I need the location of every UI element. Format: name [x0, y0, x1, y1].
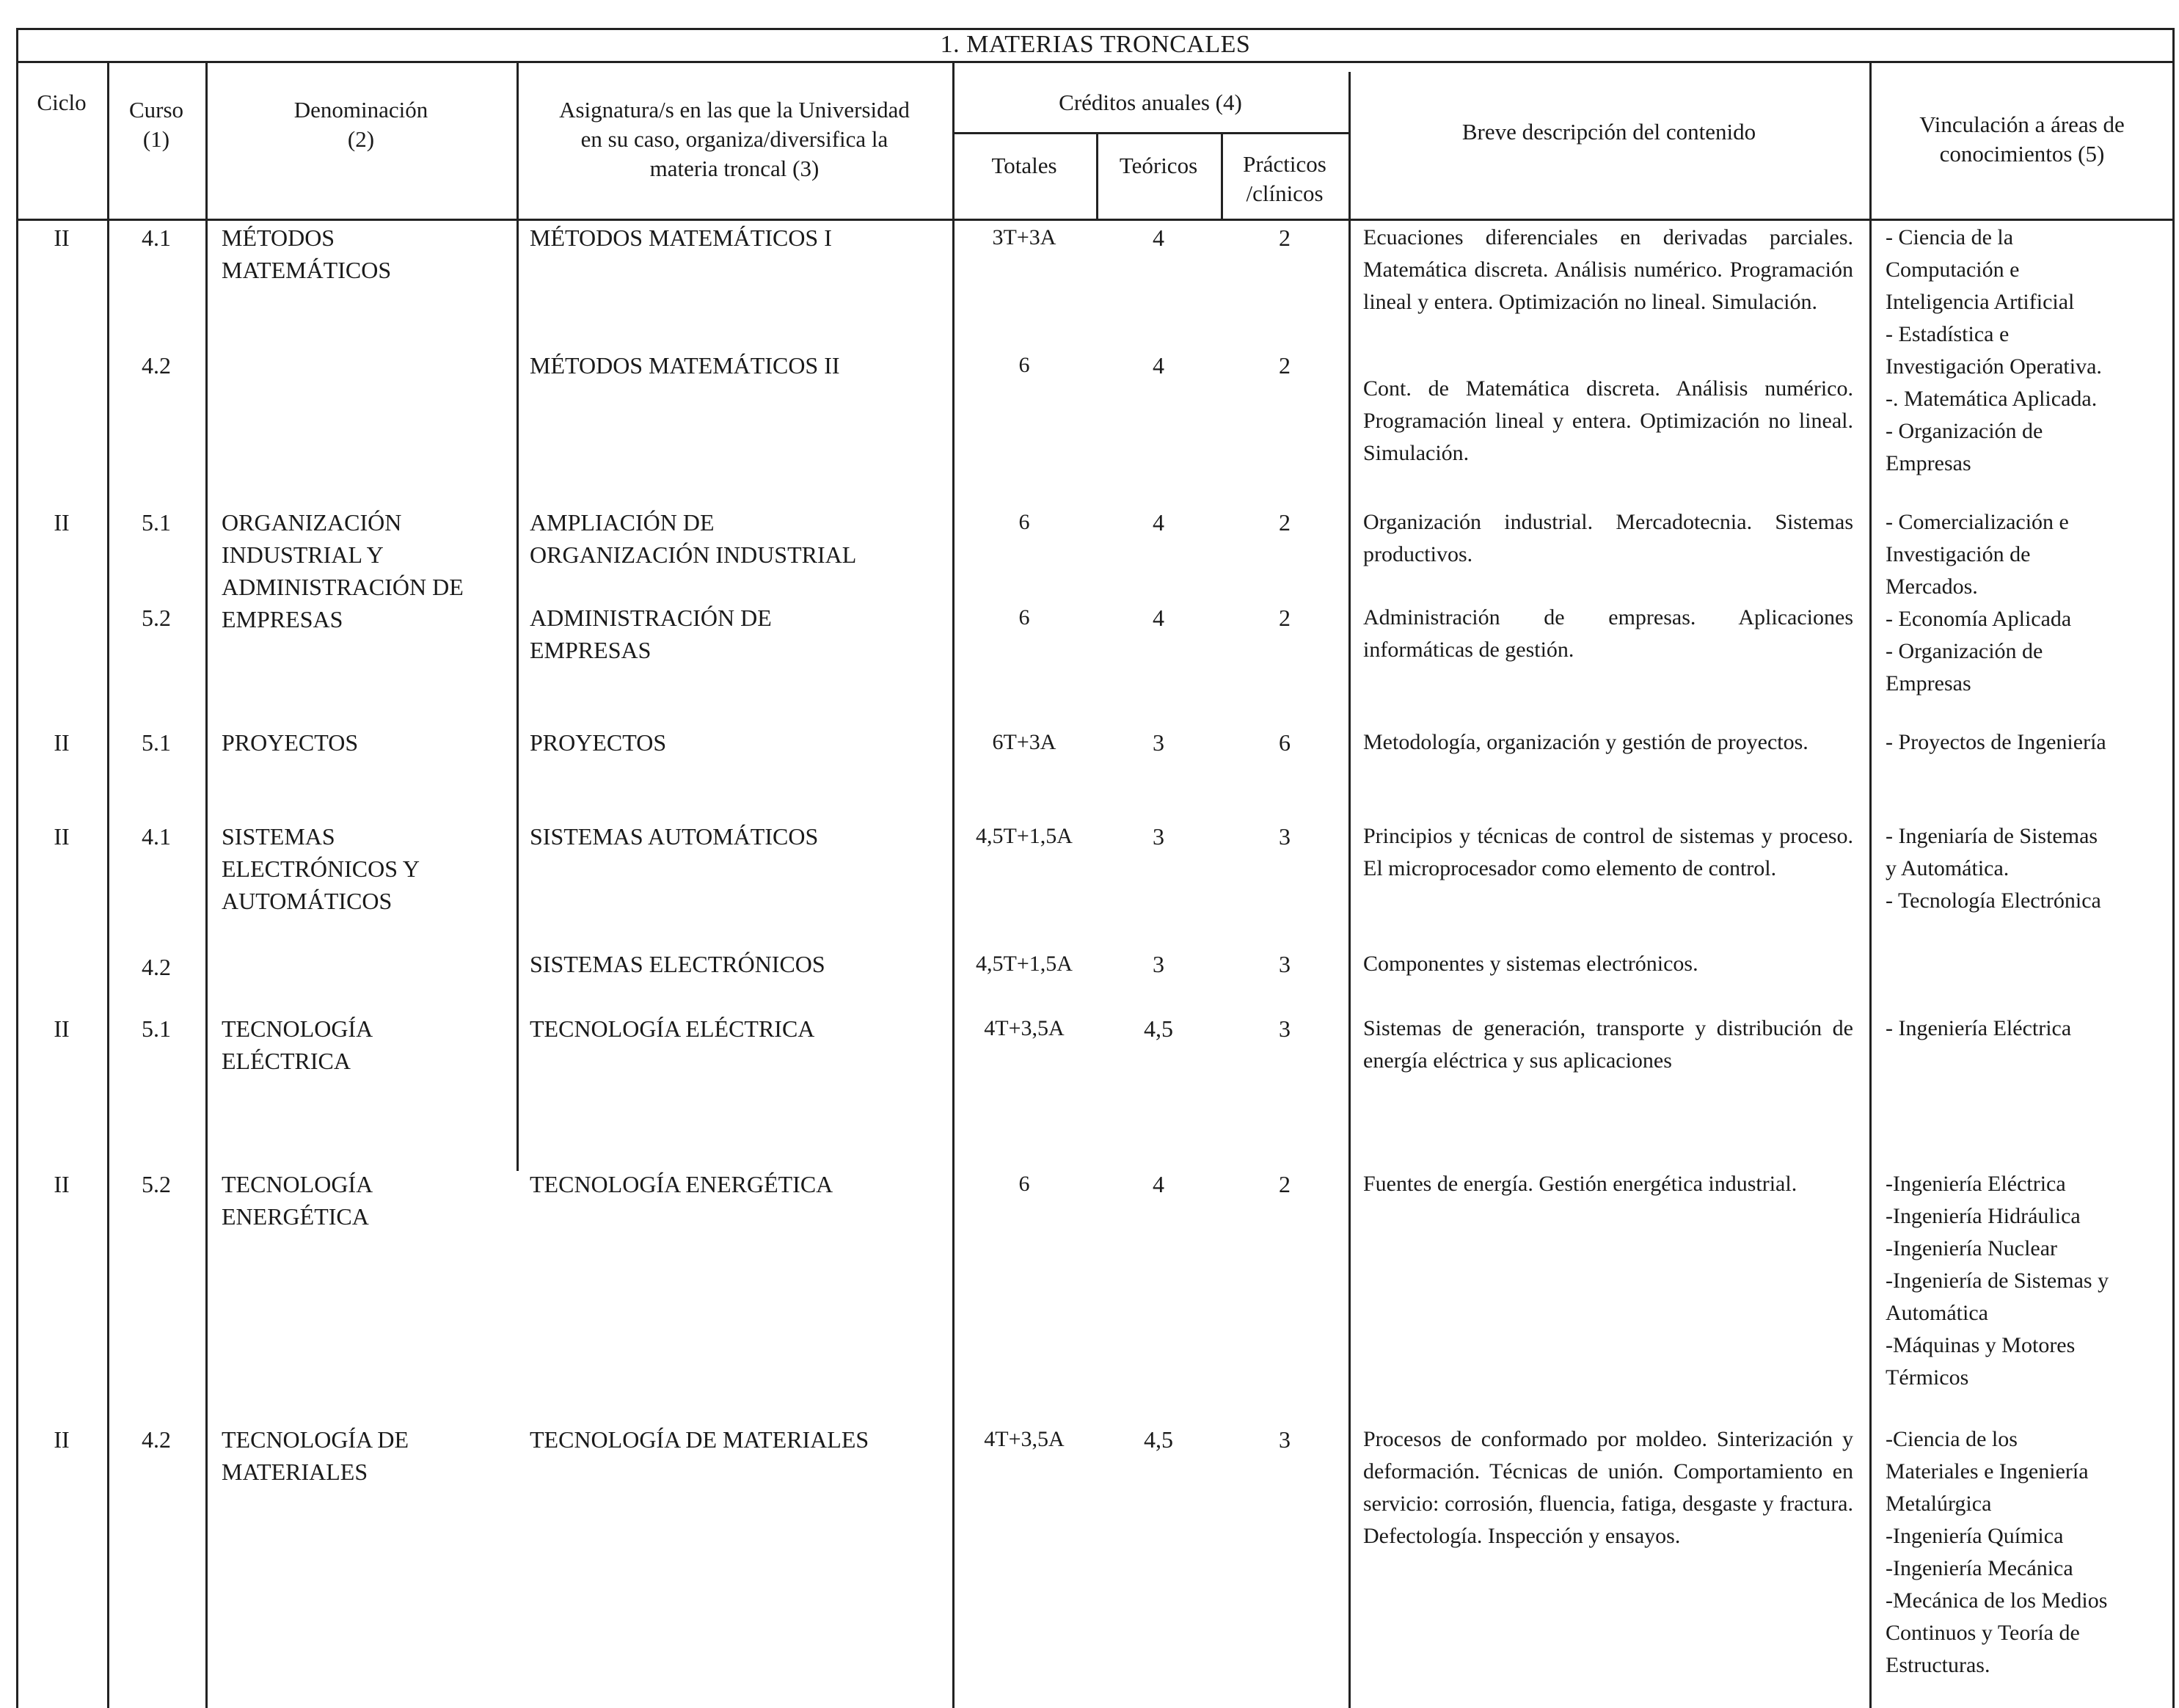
row-5-totales: 6T+3A [992, 730, 1056, 754]
row-3-asignatura: AMPLIACIÓN DE ORGANIZACIÓN INDUSTRIAL [530, 509, 857, 568]
row-6-curso: 4.1 [142, 823, 171, 850]
table-title: 1. MATERIAS TRONCALES [16, 28, 2175, 63]
row-9-ciclo: II [54, 1171, 70, 1197]
row-10-teoricos: 4,5 [1144, 1426, 1173, 1453]
row-1-denominacion: MÉTODOS MATEMÁTICOS [222, 225, 392, 283]
row-10-descripcion: Procesos de conformado por moldeo. Sinterización y deformación. Técnicas de unión. Comportamiento en servicio: corrosión, fluencia, fatiga, desgaste y fractura. Defectología. Inspección y ensayos. [1363, 1427, 1853, 1548]
row-4-totales: 6 [1018, 605, 1030, 629]
row-7-descripcion: Componentes y sistemas electrónicos. [1363, 952, 1698, 976]
row-5-curso: 5.1 [142, 729, 171, 756]
row-4-descripcion: Administración de empresas. Aplicaciones informáticas de gestión. [1363, 605, 1853, 662]
header-vinculacion: Vinculación a áreas de conocimientos (5) [1919, 112, 2125, 167]
row-1-practicos: 2 [1279, 225, 1291, 251]
row-9-denominacion: TECNOLOGÍA ENERGÉTICA [222, 1171, 373, 1230]
row-4-curso: 5.2 [142, 605, 171, 631]
row-3-descripcion: Organización industrial. Mercadotecnia. Sistemas productivos. [1363, 510, 1853, 566]
row-6-practicos: 3 [1279, 823, 1291, 850]
row-8-practicos: 3 [1279, 1015, 1291, 1042]
row-8-denominacion: TECNOLOGÍA ELÉCTRICA [222, 1015, 373, 1074]
row-2-descripcion: Cont. de Matemática discreta. Análisis numérico. Programación lineal y entera. Optimización no lineal. Simulación. [1363, 376, 1853, 465]
row-1-descripcion: Ecuaciones diferenciales en derivadas parciales. Matemática discreta. Análisis numérico. Programación lineal y entera. Optimización no lineal. Simulación. [1363, 225, 1853, 314]
row-10-ciclo: II [54, 1426, 70, 1453]
row-10-totales: 4T+3,5A [984, 1427, 1065, 1451]
col-line-2 [205, 63, 208, 1708]
row-7-practicos: 3 [1279, 951, 1291, 977]
row-6-teoricos: 3 [1153, 823, 1164, 850]
header-practicos: Prácticos /clínicos [1243, 151, 1326, 206]
header-denominacion: Denominación (2) [293, 97, 428, 152]
row-2-practicos: 2 [1279, 352, 1291, 379]
row-2-curso: 4.2 [142, 352, 171, 379]
col-line-7 [1348, 72, 1351, 1708]
row-1-asignatura: MÉTODOS MATEMÁTICOS I [530, 225, 832, 251]
row-6-ciclo: II [54, 823, 70, 850]
row-10-curso: 4.2 [142, 1426, 171, 1453]
row-2-asignatura: MÉTODOS MATEMÁTICOS II [530, 352, 840, 379]
header-curso: Curso (1) [128, 97, 184, 152]
row-6-descripcion: Principios y técnicas de control de sistemas y proceso. El microprocesador como elemento de control. [1363, 824, 1853, 880]
row-9-totales: 6 [1018, 1172, 1030, 1196]
row-6-denominacion: SISTEMAS ELECTRÓNICOS Y AUTOMÁTICOS [222, 823, 420, 914]
row-10-asignatura: TECNOLOGÍA DE MATERIALES [530, 1426, 869, 1453]
header-asignatura: Asignatura/s en las que la Universidad en su caso, organiza/diversifica la materia troncal (3) [559, 97, 910, 181]
col-line-8 [1869, 63, 1872, 1708]
row-1-ciclo: II [54, 225, 70, 251]
col-line-1 [107, 63, 109, 1708]
row-6-totales: 4,5T+1,5A [976, 824, 1073, 848]
row-5-teoricos: 3 [1153, 729, 1164, 756]
row-9-teoricos: 4 [1153, 1171, 1164, 1197]
header-ciclo: Ciclo [37, 90, 87, 115]
row-3-practicos: 2 [1279, 509, 1291, 536]
row-5-asignatura: PROYECTOS [530, 729, 667, 756]
row-3-totales: 6 [1018, 510, 1030, 534]
row-9-asignatura: TECNOLOGÍA ENERGÉTICA [530, 1171, 833, 1197]
header-totales: Totales [991, 153, 1057, 178]
row-8-descripcion: Sistemas de generación, transporte y distribución de energía eléctrica y sus aplicaciones [1363, 1016, 1853, 1073]
row-7-totales: 4,5T+1,5A [976, 952, 1073, 976]
row-8-totales: 4T+3,5A [984, 1016, 1065, 1040]
row-4-asignatura: ADMINISTRACIÓN DE EMPRESAS [530, 605, 772, 663]
row-1-teoricos: 4 [1153, 225, 1164, 251]
row-2-teoricos: 4 [1153, 352, 1164, 379]
row-5-ciclo: II [54, 729, 70, 756]
col-line-3 [517, 63, 519, 1171]
row-9-curso: 5.2 [142, 1171, 171, 1197]
row-2-totales: 6 [1018, 353, 1030, 377]
row-7-curso: 4.2 [142, 954, 171, 980]
header-creditos: Créditos anuales (4) [1059, 90, 1242, 115]
row-7-teoricos: 3 [1153, 951, 1164, 977]
row-4-practicos: 2 [1279, 605, 1291, 631]
row-8-ciclo: II [54, 1015, 70, 1042]
row-7-asignatura: SISTEMAS ELECTRÓNICOS [530, 951, 825, 977]
row-10-denominacion: TECNOLOGÍA DE MATERIALES [222, 1426, 409, 1485]
row-1-totales: 3T+3A [992, 225, 1056, 249]
row-3-denominacion: ORGANIZACIÓN INDUSTRIAL Y ADMINISTRACIÓN DE EMPRESAS [222, 509, 464, 632]
header-teoricos: Teóricos [1119, 153, 1198, 178]
row-9-vinculacion: -Ingeniería Eléctrica -Ingeniería Hidráulica -Ingeniería Nuclear -Ingeniería de Sistemas y Automática -Máquinas y Motores Térmicos [1886, 1172, 2109, 1390]
row-9-descripcion: Fuentes de energía. Gestión energética industrial. [1363, 1172, 1797, 1196]
row-3-ciclo: II [54, 509, 70, 536]
row-10-practicos: 3 [1279, 1426, 1291, 1453]
row-3-teoricos: 4 [1153, 509, 1164, 536]
row-5-denominacion: PROYECTOS [222, 729, 359, 756]
header-descripcion: Breve descripción del contenido [1461, 119, 1756, 145]
row-6-asignatura: SISTEMAS AUTOMÁTICOS [530, 823, 819, 850]
row-3-vinculacion: - Comercialización e Investigación de Mercados. - Economía Aplicada - Organización de Empresas [1886, 510, 2072, 696]
row-5-descripcion: Metodología, organización y gestión de proyectos. [1363, 730, 1808, 754]
row-5-vinculacion: - Proyectos de Ingeniería [1886, 730, 2106, 754]
row-8-vinculacion: - Ingeniería Eléctrica [1886, 1016, 2072, 1040]
row-8-curso: 5.1 [142, 1015, 171, 1042]
row-3-curso: 5.1 [142, 509, 171, 536]
row-5-practicos: 6 [1279, 729, 1291, 756]
row-10-vinculacion: -Ciencia de los Materiales e Ingeniería Metalúrgica -Ingeniería Química -Ingeniería Mecánica -Mecánica de los Medios Continuos y Teoría de Estructuras. [1886, 1427, 2108, 1677]
row-1-curso: 4.1 [142, 225, 171, 251]
col-line-4 [952, 63, 955, 1708]
row-1-vinculacion: - Ciencia de la Computación e Inteligencia Artificial - Estadística e Investigación Operativa. -. Matemática Aplicada. - Organización de Empresas [1886, 225, 2102, 475]
row-8-teoricos: 4,5 [1144, 1015, 1173, 1042]
header-bottom-line [16, 219, 2175, 221]
row-9-practicos: 2 [1279, 1171, 1291, 1197]
creditos-divider [952, 132, 1348, 134]
row-6-vinculacion: - Ingeniaría de Sistemas y Automática. - Tecnología Electrónica [1886, 824, 2101, 913]
row-8-asignatura: TECNOLOGÍA ELÉCTRICA [530, 1015, 815, 1042]
row-4-teoricos: 4 [1153, 605, 1164, 631]
